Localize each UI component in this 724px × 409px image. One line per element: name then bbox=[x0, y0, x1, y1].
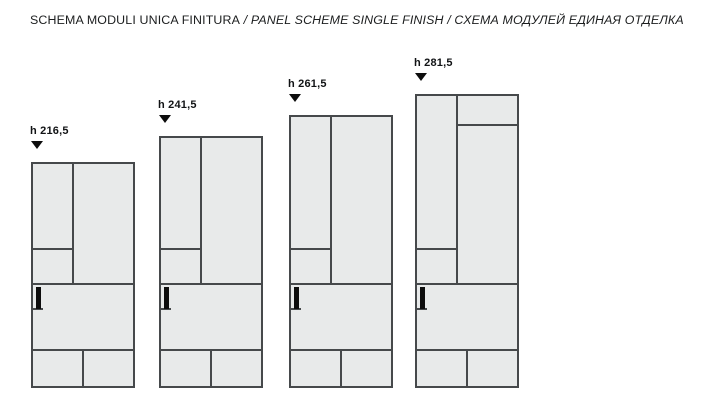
panel-divider bbox=[456, 94, 458, 284]
page-title bbox=[30, 13, 684, 27]
module-h261 bbox=[289, 115, 393, 388]
panel-divider bbox=[340, 350, 342, 388]
handle-icon bbox=[36, 287, 41, 309]
height-label-text: h 261,5 bbox=[288, 78, 327, 90]
panel-divider bbox=[330, 115, 332, 284]
panel-divider bbox=[31, 248, 73, 250]
panel-divider bbox=[159, 283, 263, 285]
module-h241 bbox=[159, 136, 263, 388]
down-triangle-icon bbox=[415, 73, 427, 81]
panel-divider bbox=[210, 350, 212, 388]
height-label-text: h 281,5 bbox=[414, 57, 453, 69]
height-label-h261 bbox=[288, 78, 327, 102]
handle-icon bbox=[294, 287, 299, 309]
title-separator: / bbox=[240, 13, 251, 27]
title-russian: СХЕМА МОДУЛЕЙ ЕДИНАЯ ОТДЕЛКА bbox=[454, 13, 684, 27]
height-label-h241 bbox=[158, 99, 197, 123]
down-triangle-icon bbox=[159, 115, 171, 123]
title-italian: SCHEMA MODULI UNICA FINITURA bbox=[30, 13, 241, 27]
height-label-h281 bbox=[414, 57, 453, 81]
panel-divider bbox=[31, 283, 135, 285]
height-label-text: h 241,5 bbox=[158, 99, 197, 111]
panel-divider bbox=[159, 248, 201, 250]
panel-divider bbox=[82, 350, 84, 388]
panel-divider bbox=[72, 162, 74, 284]
panel-divider bbox=[415, 248, 457, 250]
down-triangle-icon bbox=[31, 141, 43, 149]
down-triangle-icon bbox=[289, 94, 301, 102]
module-h281 bbox=[415, 94, 519, 388]
panel-divider bbox=[457, 124, 519, 126]
panel-divider bbox=[289, 283, 393, 285]
panel-divider bbox=[466, 350, 468, 388]
title-english: PANEL SCHEME SINGLE FINISH bbox=[250, 13, 444, 27]
panel-divider bbox=[289, 248, 331, 250]
panel-divider bbox=[415, 283, 519, 285]
panel-divider bbox=[200, 136, 202, 284]
title-separator: / bbox=[443, 13, 455, 27]
handle-icon bbox=[164, 287, 169, 309]
height-label-h216 bbox=[30, 125, 69, 149]
module-h216 bbox=[31, 162, 135, 388]
handle-icon bbox=[420, 287, 425, 309]
height-label-text: h 216,5 bbox=[30, 125, 69, 137]
